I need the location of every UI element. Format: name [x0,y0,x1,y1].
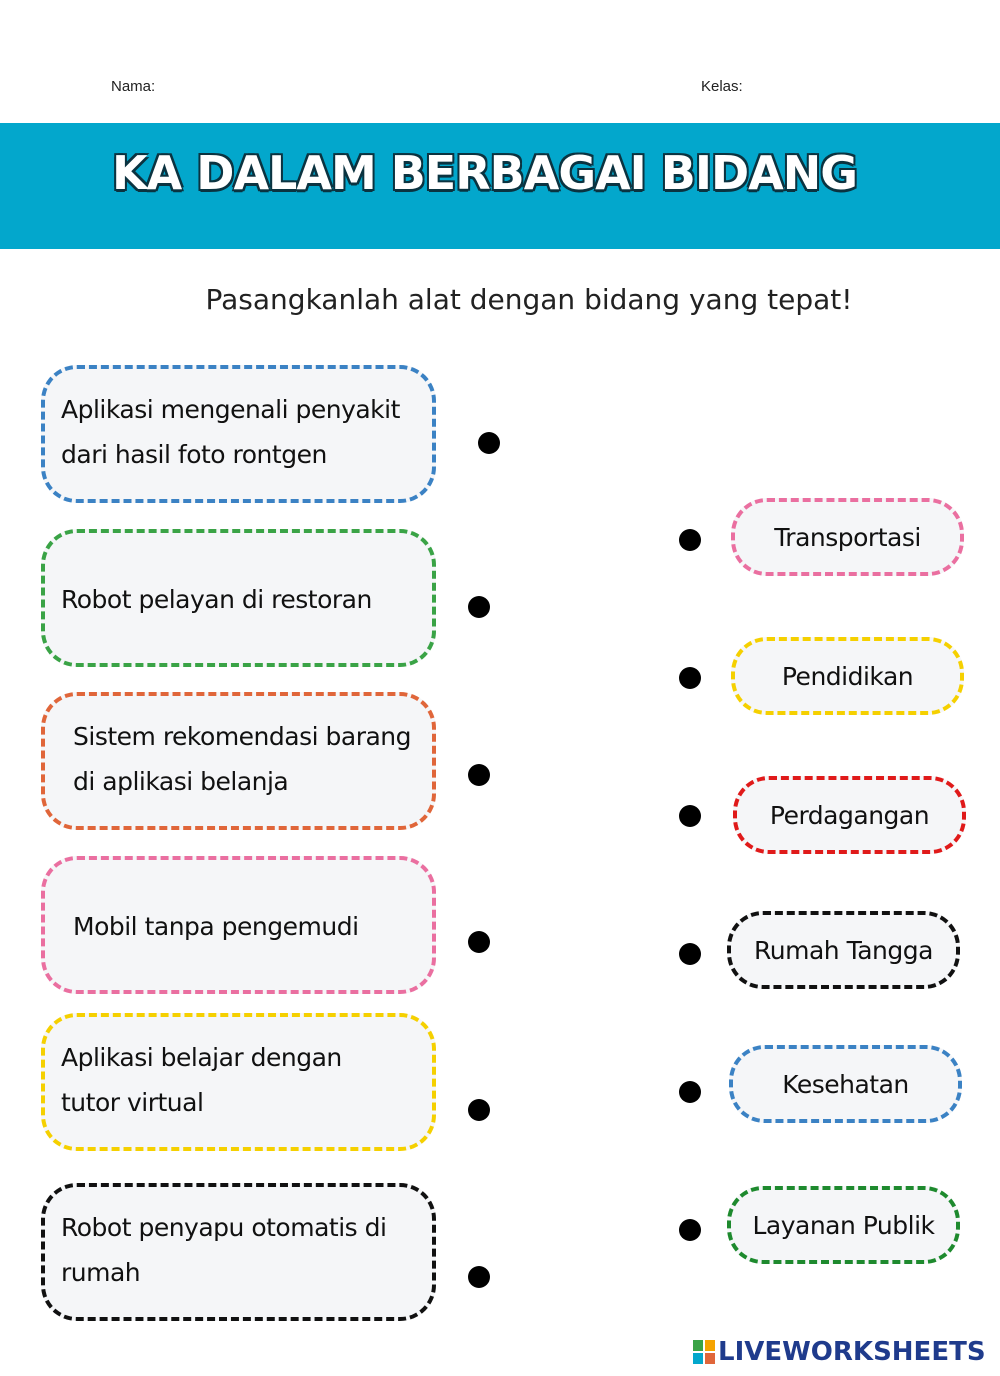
left-connector-dot-5[interactable] [468,1099,490,1121]
left-item-3[interactable] [41,692,436,830]
right-connector-dot-4[interactable] [679,943,701,965]
right-item-text: Kesehatan [782,1069,909,1099]
right-item-text: Pendidikan [781,661,914,691]
right-item-text: Perdagangan [769,800,930,830]
left-item-1[interactable] [41,365,436,503]
liveworksheets-logo [693,1335,986,1369]
right-item-5[interactable] [729,1045,962,1123]
left-item-text: Mobil tanpa pengemudi [73,912,359,941]
left-connector-dot-4[interactable] [468,931,490,953]
left-connector-dot-2[interactable] [468,596,490,618]
right-item-6[interactable] [727,1186,960,1264]
page-title: KA DALAM BERBAGAI BIDANG [112,146,858,200]
left-item-6[interactable] [41,1183,436,1321]
instruction-text: Pasangkanlah alat dengan bidang yang tepat! [205,283,853,316]
left-connector-dot-1[interactable] [478,432,500,454]
right-item-text: Transportasi [774,522,921,552]
left-item-text: Robot penyapu otomatis di rumah [61,1213,387,1287]
logo-mark-square [705,1353,715,1364]
right-item-text: Layanan Publik [752,1210,935,1240]
right-item-1[interactable] [731,498,964,576]
right-item-3[interactable] [733,776,966,854]
logo-mark-square [693,1353,703,1364]
left-item-4[interactable] [41,856,436,994]
left-item-text: Aplikasi mengenali penyakit dari hasil foto rontgen [61,395,400,469]
right-connector-dot-1[interactable] [679,529,701,551]
logo-mark-square [693,1340,703,1351]
right-item-4[interactable] [727,911,960,989]
right-item-text: Rumah Tangga [754,935,933,965]
right-connector-dot-2[interactable] [679,667,701,689]
left-item-text: Robot pelayan di restoran [61,585,372,614]
logo-mark-icon [693,1340,715,1364]
left-item-text: Sistem rekomendasi barang di aplikasi belanja [73,722,412,796]
left-connector-dot-6[interactable] [468,1266,490,1288]
right-item-2[interactable] [731,637,964,715]
class-label: Kelas: [701,78,743,95]
right-connector-dot-6[interactable] [679,1219,701,1241]
left-item-5[interactable] [41,1013,436,1151]
left-connector-dot-3[interactable] [468,764,490,786]
left-item-2[interactable] [41,529,436,667]
name-label: Nama: [111,78,156,95]
right-connector-dot-5[interactable] [679,1081,701,1103]
logo-mark-square [705,1340,715,1351]
right-connector-dot-3[interactable] [679,805,701,827]
left-item-text: Aplikasi belajar dengan tutor virtual [61,1043,342,1117]
logo-text: LIVEWORKSHEETS [718,1337,986,1367]
